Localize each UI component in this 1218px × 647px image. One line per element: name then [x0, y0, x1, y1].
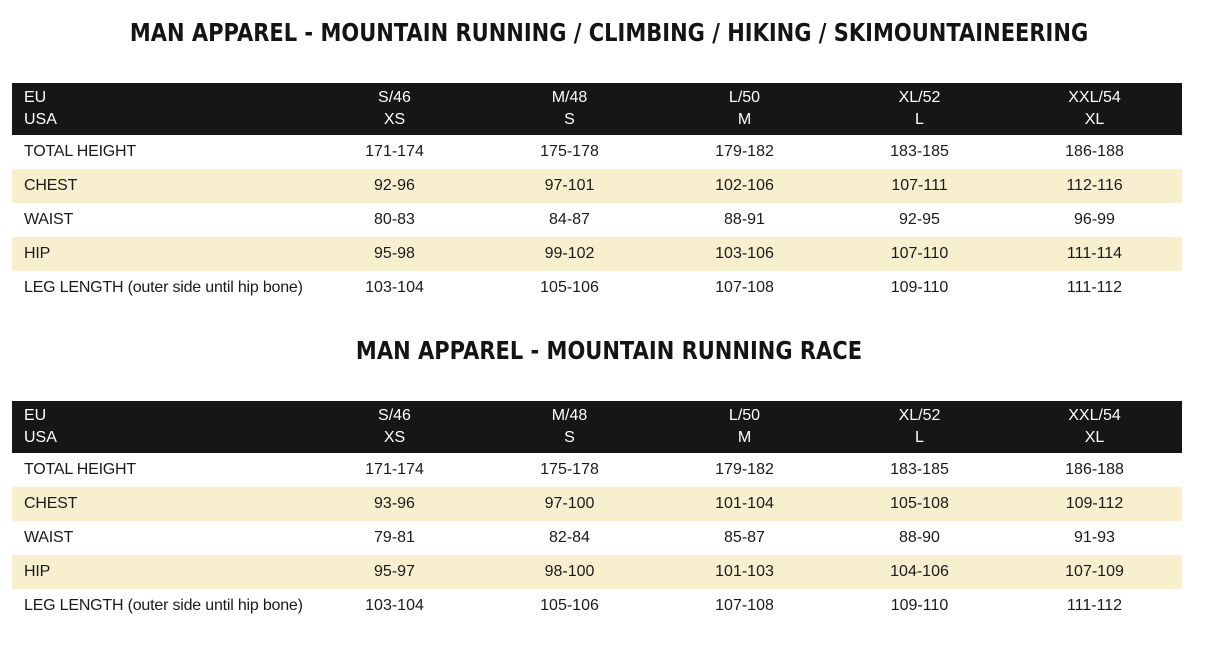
size-usa: XL — [1084, 111, 1105, 128]
row-label: HIP — [24, 563, 51, 580]
measurement-cell: 97-101 — [544, 177, 595, 194]
row-label: WAIST — [24, 211, 74, 228]
size-header — [657, 401, 832, 453]
header-label-cell — [12, 83, 307, 135]
measurement-cell: 103-104 — [365, 597, 424, 614]
measurement-cell: 84-87 — [549, 211, 590, 228]
size-usa: M — [737, 111, 752, 128]
size-eu: XXL/54 — [1068, 89, 1121, 106]
measurement-cell: 103-106 — [715, 245, 774, 262]
usa-label: USA — [24, 429, 57, 446]
size-usa: M — [737, 429, 752, 446]
measurement-cell: 179-182 — [715, 461, 774, 478]
measurement-cell: 92-96 — [374, 177, 415, 194]
size-table — [12, 401, 1182, 623]
table-row — [12, 453, 1182, 487]
measurement-cell: 104-106 — [890, 563, 949, 580]
size-eu: XXL/54 — [1068, 407, 1121, 424]
measurement-cell: 103-104 — [365, 279, 424, 296]
size-header — [1007, 83, 1182, 135]
table-row — [12, 237, 1182, 271]
size-eu: M/48 — [551, 407, 588, 424]
measurement-cell: 107-110 — [890, 245, 949, 262]
size-header — [832, 401, 1007, 453]
row-label: WAIST — [24, 529, 74, 546]
size-header — [307, 401, 482, 453]
section-title: MAN APPAREL - MOUNTAIN RUNNING RACE — [355, 336, 863, 365]
size-eu: L/50 — [728, 407, 761, 424]
table-row — [12, 589, 1182, 623]
measurement-cell: 175-178 — [540, 461, 599, 478]
measurement-cell: 107-111 — [891, 177, 948, 194]
measurement-cell: 97-100 — [544, 495, 595, 512]
measurement-cell: 88-90 — [899, 529, 940, 546]
size-header — [657, 83, 832, 135]
row-label: TOTAL HEIGHT — [24, 461, 136, 478]
size-table — [12, 83, 1182, 305]
size-usa: S — [564, 429, 575, 446]
row-label: LEG LENGTH (outer side until hip bone) — [24, 279, 303, 296]
measurement-cell: 111-112 — [1066, 279, 1123, 296]
measurement-cell: 186-188 — [1065, 143, 1124, 160]
measurement-cell: 99-102 — [544, 245, 595, 262]
table-row — [12, 521, 1182, 555]
measurement-cell: 171-174 — [365, 461, 424, 478]
measurement-cell: 101-103 — [715, 563, 774, 580]
measurement-cell: 111-112 — [1066, 597, 1123, 614]
size-usa: XL — [1084, 429, 1105, 446]
header-label-cell — [12, 401, 307, 453]
size-eu: S/46 — [378, 407, 411, 424]
table-header-row — [12, 401, 1182, 453]
size-chart-section-2 — [0, 320, 1218, 647]
measurement-cell: 95-97 — [374, 563, 415, 580]
size-header — [307, 83, 482, 135]
measurement-cell: 105-106 — [540, 279, 599, 296]
size-usa: XS — [383, 111, 406, 128]
measurement-cell: 96-99 — [1074, 211, 1115, 228]
size-header — [1007, 401, 1182, 453]
measurement-cell: 79-81 — [374, 529, 415, 546]
size-eu: S/46 — [378, 89, 411, 106]
measurement-cell: 93-96 — [374, 495, 415, 512]
measurement-cell: 92-95 — [899, 211, 940, 228]
measurement-cell: 80-83 — [374, 211, 415, 228]
measurement-cell: 112-116 — [1066, 177, 1123, 194]
size-usa: XS — [383, 429, 406, 446]
size-eu: M/48 — [551, 89, 588, 106]
eu-label: EU — [24, 89, 47, 106]
measurement-cell: 105-106 — [540, 597, 599, 614]
table-row — [12, 203, 1182, 237]
measurement-cell: 109-110 — [890, 597, 949, 614]
measurement-cell: 175-178 — [540, 143, 599, 160]
size-header — [482, 401, 657, 453]
measurement-cell: 109-110 — [890, 279, 949, 296]
usa-label: USA — [24, 111, 57, 128]
row-label: HIP — [24, 245, 51, 262]
measurement-cell: 95-98 — [374, 245, 415, 262]
size-header — [482, 83, 657, 135]
measurement-cell: 102-106 — [715, 177, 774, 194]
table-row — [12, 135, 1182, 169]
measurement-cell: 85-87 — [724, 529, 765, 546]
measurement-cell: 107-109 — [1065, 563, 1124, 580]
table-header-row — [12, 83, 1182, 135]
size-eu: XL/52 — [898, 407, 941, 424]
measurement-cell: 109-112 — [1065, 495, 1124, 512]
size-usa: L — [915, 111, 924, 128]
table-row — [12, 169, 1182, 203]
measurement-cell: 107-108 — [715, 279, 774, 296]
measurement-cell: 98-100 — [544, 563, 595, 580]
size-chart-section-1 — [0, 0, 1218, 320]
row-label: CHEST — [24, 177, 78, 194]
measurement-cell: 183-185 — [890, 143, 949, 160]
measurement-cell: 82-84 — [549, 529, 590, 546]
measurement-cell: 186-188 — [1065, 461, 1124, 478]
eu-label: EU — [24, 407, 47, 424]
measurement-cell: 105-108 — [890, 495, 949, 512]
table-row — [12, 555, 1182, 589]
measurement-cell: 179-182 — [715, 143, 774, 160]
measurement-cell: 171-174 — [365, 143, 424, 160]
section-title: MAN APPAREL - MOUNTAIN RUNNING / CLIMBING / HIKING / SKIMOUNTAINEERING — [129, 18, 1089, 47]
row-label: TOTAL HEIGHT — [24, 143, 136, 160]
size-usa: L — [915, 429, 924, 446]
measurement-cell: 183-185 — [890, 461, 949, 478]
measurement-cell: 91-93 — [1074, 529, 1115, 546]
size-eu: L/50 — [728, 89, 761, 106]
table-row — [12, 487, 1182, 521]
row-label: LEG LENGTH (outer side until hip bone) — [24, 597, 303, 614]
table-row — [12, 271, 1182, 305]
measurement-cell: 111-114 — [1066, 245, 1123, 262]
size-header — [832, 83, 1007, 135]
row-label: CHEST — [24, 495, 78, 512]
size-usa: S — [564, 111, 575, 128]
measurement-cell: 88-91 — [724, 211, 765, 228]
measurement-cell: 101-104 — [715, 495, 774, 512]
measurement-cell: 107-108 — [715, 597, 774, 614]
size-eu: XL/52 — [898, 89, 941, 106]
